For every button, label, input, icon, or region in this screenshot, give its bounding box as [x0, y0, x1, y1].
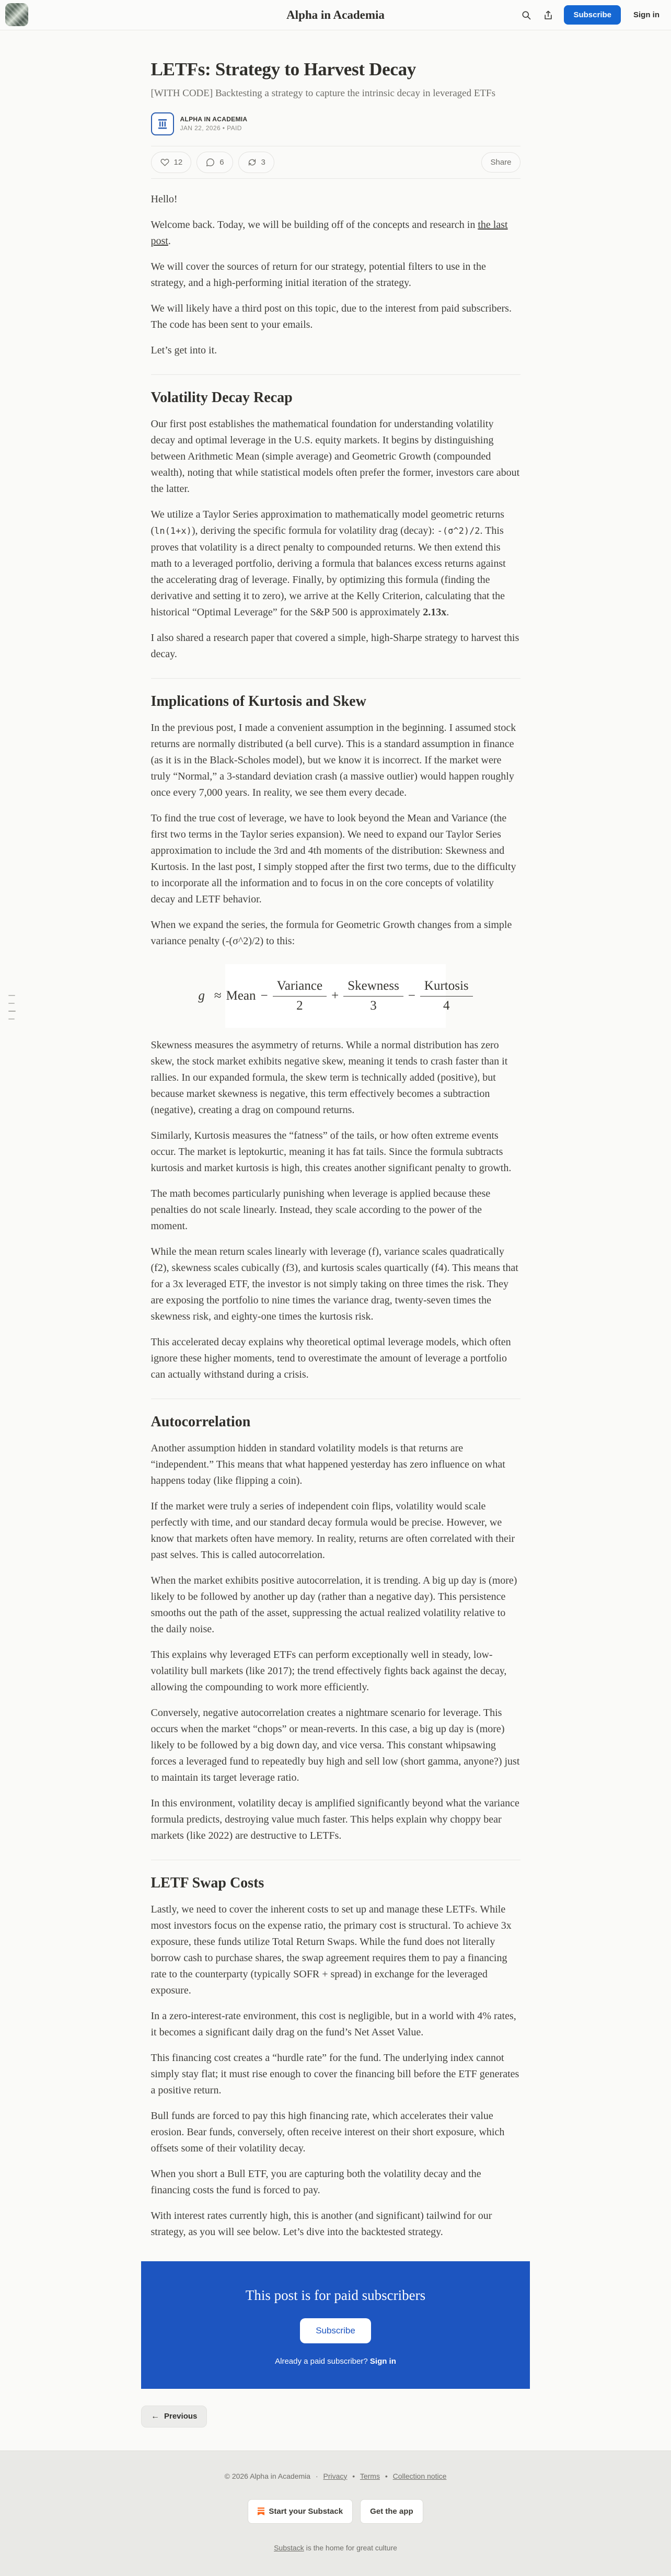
- paid-badge: PAID: [227, 124, 242, 132]
- formula-fraction: [420, 979, 473, 1013]
- paragraph: [151, 810, 520, 908]
- paragraph: [151, 1498, 520, 1563]
- post-container: [151, 30, 520, 2240]
- formula-operator: −: [260, 988, 268, 1003]
- formula-fraction: [343, 979, 403, 1013]
- text-run: We will likely have a third post on this topic, due to the interest from paid subscribers. The code has been sent to your emails.: [151, 302, 512, 330]
- formula-block: [198, 964, 469, 1028]
- post-title: LETFs: Strategy to Harvest Decay: [151, 59, 417, 79]
- comment-icon: [205, 157, 215, 167]
- text-run: When we expand the series, the formula for Geometric Growth changes from a simple variance penalty (-(σ^2)/2) to this:: [151, 919, 512, 947]
- paragraph: [151, 720, 520, 801]
- text-run: . This proves that volatility is a direct penalty to compounded returns. We then extend this math to a leveraged portfolio, deriving a formula that balances excess returns against the accelerating drag of leverage. Finally, by optimizing this formula (finding the derivative and setting it to zero), we arrive at the Kelly Criterion, calculating that the historical “Optimal Leverage” for the S&P 500 is approximately: [151, 524, 506, 618]
- inline-code: ln(1+x): [154, 525, 192, 536]
- comment-count: 6: [219, 157, 224, 167]
- formula-operator: +: [331, 988, 339, 1003]
- like-button[interactable]: [151, 152, 192, 173]
- site-footer: [0, 2451, 671, 2576]
- paragraph: [151, 917, 520, 949]
- paragraph: [151, 1037, 520, 1118]
- text-run: This financing cost creates a “hurdle rate” for the fund. The underlying index cannot simply stay flat; it must rise enough to cover the financing bill before the ETF generates a positive return.: [151, 2052, 519, 2096]
- toc-dash: [8, 995, 15, 996]
- get-app-button[interactable]: [360, 2499, 423, 2524]
- text-run: Conversely, negative autocorrelation creates a nightmare scenario for leverage. This occurs when the market “chops” or mean-reverts. In this case, a big up day is (more) likely to be followed by a big down day, and vice versa. This constant whipsawing forces a leveraged fund to repeatedly buy high and sell low (short gamma, anyone?) just to maintain its target leverage ratio.: [151, 1707, 520, 1783]
- text-run: We utilize a Taylor Series approximation to mathematically model geometric returns (: [151, 508, 504, 536]
- section-heading: Implications of Kurtosis and Skew: [151, 693, 366, 709]
- publication-title[interactable]: Alpha in Academia: [286, 8, 385, 21]
- substack-logo-icon: [258, 2508, 264, 2515]
- share-post-button[interactable]: Share: [481, 152, 520, 173]
- formula-term: Mean: [226, 988, 256, 1003]
- text-run: If the market were truly a series of independent coin flips, volatility would scale perfectly with time, and our standard decay formula would be precise. However, we know that markets often have memory. In reality, returns are often correlated with their past selves. This is called autocorrelation.: [151, 1500, 515, 1561]
- paragraph: [151, 1902, 520, 1999]
- section-divider: [151, 678, 520, 679]
- footer-buttons: [0, 2499, 671, 2524]
- author-name[interactable]: ALPHA IN ACADEMIA: [180, 116, 248, 123]
- text-run: While the mean return scales linearly with leverage (f), variance scales quadratically (f2), skewness scales cubically (f3), and kurtosis scales quartically (f4). This means that for a 3x leveraged ETF, the investor is not simply taking on three times the risk. They are exposing the portfolio to nine times the variance drag, twenty-seven times the skewness risk, and eighty-one times the kurtosis risk.: [151, 1245, 518, 1322]
- paywall-box: [141, 2261, 530, 2389]
- paywall-note: [141, 2357, 530, 2366]
- section-divider: [151, 374, 520, 375]
- text-run: The math becomes particularly punishing when leverage is applied because these penalties do not scale linearly. Instead, they scale according to the power of the moment.: [151, 1187, 491, 1232]
- restack-button[interactable]: [238, 152, 274, 173]
- footer-legal: [0, 2472, 671, 2480]
- formula-operator: ≈: [214, 988, 222, 1003]
- paragraph: [151, 507, 520, 621]
- text-run: When the market exhibits positive autocorrelation, it is trending. A big up day is (more) likely to be followed by another up day (rather than a negative day). This persistence smooths out the path of the asset, suppressing the actual realized volatility relative to the daily noise.: [151, 1574, 517, 1635]
- text-run: Welcome back. Today, we will be building off of the concepts and research in: [151, 219, 478, 231]
- paragraph: [151, 1334, 520, 1383]
- paywall-signin-link[interactable]: Sign in: [369, 2356, 396, 2366]
- section-heading: Autocorrelation: [151, 1413, 251, 1430]
- paragraph: [151, 2208, 520, 2240]
- paragraph: [151, 1128, 520, 1176]
- paragraph: [151, 1647, 520, 1696]
- fraction-denominator: 3: [370, 998, 377, 1013]
- text-run: In a zero-interest-rate environment, this cost is negligible, but in a world with 4% rates, it becomes a significant daily drag on the fund’s Net Asset Value.: [151, 2010, 516, 2038]
- text-run: Our first post establishes the mathematical foundation for understanding volatility decay and optimal leverage in the U.S. equity markets. It begins by distinguishing between Arithmetic Mean (simple average) and Geometric Growth (compounded wealth), noting that while statistical models often prefer the former, investors care about the latter.: [151, 418, 520, 495]
- restack-count: 3: [261, 157, 265, 167]
- text-run: With interest rates currently high, this is another (and significant) tailwind for our strategy, as you will see below. Let’s dive into the backtested strategy.: [151, 2209, 492, 2238]
- text-run: I also shared a research paper that covered a simple, high-Sharpe strategy to harvest this decay.: [151, 632, 519, 660]
- text-run: To find the true cost of leverage, we have to look beyond the Mean and Variance (the first two terms in the Taylor series expansion). We need to expand our Taylor Series approximation to include the 3rd and 4th moments of the distribution: Skewness and Kurtosis. In the last post, I simply stopped after the first two terms, due to the difficulty to incorporate all the information and to focus in on the core concepts of volatility decay and LETF behavior.: [151, 812, 516, 905]
- subscribe-button[interactable]: Subscribe: [564, 5, 621, 25]
- text-run: Lastly, we need to cover the inherent costs to set up and manage these LETFs. While most investors focus on the expense ratio, the primary cost is structural. To achieve 3x exposure, these funds utilize Total Return Swaps. While the fund does not literally borrow cash to purchase shares, the swap agreement requires them to pay a financing rate to the counterparty (typically SOFR + spread) in exchange for the leveraged exposure.: [151, 1903, 512, 1996]
- text-run: Bull funds are forced to pay this high financing rate, which accelerates their value erosion. Bear funds, conversely, often receive interest on their short exposure, which offsets some of their volatility decay.: [151, 2110, 505, 2154]
- copyright-text: © 2026 Alpha in Academia: [224, 2471, 311, 2480]
- paragraph: [151, 217, 520, 249]
- heart-icon: [160, 157, 170, 167]
- fraction-denominator: 2: [296, 998, 303, 1013]
- inline-code: -(σ^2)/2: [437, 525, 480, 536]
- paragraph: [151, 2166, 520, 2199]
- paragraph: [151, 1244, 520, 1325]
- footer-tagline: [0, 2544, 671, 2552]
- text-run: Skewness measures the asymmetry of returns. While a normal distribution has zero skew, the stock market exhibits negative skew, meaning it tends to crash faster than it rallies. In our expanded formula, the skew term is technically added (positive), but because market skewness is negative, this term effectively becomes a subtraction (negative), creating a drag on compound returns.: [151, 1039, 508, 1116]
- paragraph: [151, 342, 520, 359]
- formula-variable: g: [198, 988, 205, 1003]
- get-app-label: Get the app: [370, 2506, 413, 2516]
- like-count: 12: [173, 157, 183, 167]
- text-run: .: [446, 606, 449, 618]
- toc-dash: [8, 1003, 15, 1004]
- paragraph: [151, 416, 520, 497]
- paragraph: [151, 630, 520, 662]
- previous-label: Previous: [164, 2412, 198, 2421]
- text-run: We will cover the sources of return for our strategy, potential filters to use in the strategy, and a high-performing initial iteration of the strategy.: [151, 260, 486, 289]
- paragraph: [151, 1440, 520, 1489]
- start-substack-button[interactable]: [248, 2499, 353, 2524]
- fraction-numerator: Variance: [273, 979, 327, 997]
- dot-separator: •: [222, 124, 225, 132]
- text-run: ), deriving the specific formula for volatility drag (decay):: [191, 524, 437, 536]
- paragraph: [151, 259, 520, 291]
- paragraph: [151, 1795, 520, 1844]
- inline-link[interactable]: the last post: [151, 219, 508, 247]
- paywall-subscribe-button[interactable]: Subscribe: [300, 2318, 371, 2343]
- share-icon[interactable]: [542, 9, 554, 21]
- paragraph: [151, 2008, 520, 2041]
- text-run: Similarly, Kurtosis measures the “fatness” of the tails, or how often extreme events occur. The market is leptokurtic, meaning it has fat tails. Since the formula subtracts kurtosis and market kurtosis is high, this creates another significant penalty to growth.: [151, 1129, 512, 1174]
- text-run: 2.13x: [423, 606, 447, 618]
- previous-post-button[interactable]: [141, 2406, 207, 2428]
- paragraph: [151, 1186, 520, 1234]
- date-text: JAN 22, 2026: [180, 124, 221, 132]
- section-heading: Volatility Decay Recap: [151, 389, 293, 406]
- text-run: Let’s get into it.: [151, 344, 217, 356]
- paragraph: [151, 2108, 520, 2157]
- text-run: This explains why leveraged ETFs can perform exceptionally well in steady, low-volatility bull markets (like 2017); the trend effectively fights back against the decay, allowing the compounding to work more efficiently.: [151, 1648, 507, 1693]
- comment-button[interactable]: [196, 152, 233, 173]
- post-subtitle: [WITH CODE] Backtesting a strategy to capture the intrinsic decay in leveraged ETFs: [151, 88, 495, 99]
- arrow-left-icon: ←: [151, 2411, 159, 2421]
- section-heading: LETF Swap Costs: [151, 1874, 264, 1891]
- byline: [151, 112, 520, 135]
- signin-button[interactable]: Sign in: [630, 10, 663, 20]
- post-date: [180, 124, 248, 132]
- paragraph: [151, 1705, 520, 1786]
- author-avatar[interactable]: [151, 112, 174, 135]
- text-run: In this environment, volatility decay is amplified significantly beyond what the variance formula predicts, destroying value much faster. This helps explain why choppy bear markets (like 2022) are destructive to LETFs.: [151, 1797, 519, 1841]
- text-run: When you short a Bull ETF, you are capturing both the volatility decay and the financing costs the fund is forced to pay.: [151, 2168, 481, 2196]
- publication-logo[interactable]: [5, 3, 28, 26]
- text-run: In the previous post, I made a convenient assumption in the beginning. I assumed stock returns are normally distributed (a bell curve). This is a standard assumption in finance (as it is in the Black-Scholes model), but we know it is incorrect. If the market were truly “Normal,” a 3-standard deviation crash (a massive outlier) would happen roughly once every 7,000 years. In reality, we see them every decade.: [151, 722, 516, 798]
- separator: •: [385, 2471, 388, 2480]
- text-run: Another assumption hidden in standard volatility models is that returns are “independent.” This means that what happened yesterday has zero influence on what happens today (like flipping a coin).: [151, 1442, 505, 1486]
- tagline-text: is the home for great culture: [304, 2543, 397, 2552]
- start-substack-label: Start your Substack: [269, 2506, 343, 2516]
- pillar-icon: [156, 118, 169, 130]
- text-run: This accelerated decay explains why theoretical optimal leverage models, which often ignore these higher moments, tend to overestimate the amount of leverage a portfolio can actually withstand during a crisis.: [151, 1336, 511, 1380]
- paragraph: [151, 191, 520, 208]
- separator: •: [352, 2471, 355, 2480]
- text-run: .: [168, 235, 171, 247]
- separator: ·: [315, 2471, 318, 2480]
- engagement-bar: [151, 146, 520, 178]
- site-header: [0, 0, 671, 30]
- fraction-numerator: Skewness: [343, 979, 403, 997]
- header-actions: [520, 0, 663, 30]
- toc-dash: [8, 1011, 16, 1012]
- paragraph: [151, 2050, 520, 2099]
- paywall-note-text: Already a paid subscriber?: [275, 2356, 368, 2366]
- restack-icon: [247, 157, 257, 167]
- fraction-denominator: 4: [443, 998, 450, 1013]
- article-body: [151, 179, 520, 2240]
- floating-toc-indicator[interactable]: [8, 995, 16, 1020]
- formula-fraction: [273, 979, 327, 1013]
- text-run: Hello!: [151, 193, 178, 205]
- fraction-numerator: Kurtosis: [420, 979, 473, 997]
- byline-meta: [180, 116, 248, 132]
- paywall-title: This post is for paid subscribers: [245, 2287, 426, 2303]
- collection-notice-link[interactable]: Collection notice: [392, 2471, 447, 2480]
- post-nav: [141, 2406, 530, 2428]
- toc-dash: [8, 1018, 15, 1020]
- paragraph: [151, 1573, 520, 1638]
- substack-link[interactable]: Substack: [274, 2543, 304, 2552]
- formula-operator: −: [408, 988, 415, 1003]
- privacy-link[interactable]: Privacy: [323, 2471, 348, 2480]
- search-icon[interactable]: [520, 9, 533, 21]
- paragraph: [151, 301, 520, 333]
- terms-link[interactable]: Terms: [360, 2471, 380, 2480]
